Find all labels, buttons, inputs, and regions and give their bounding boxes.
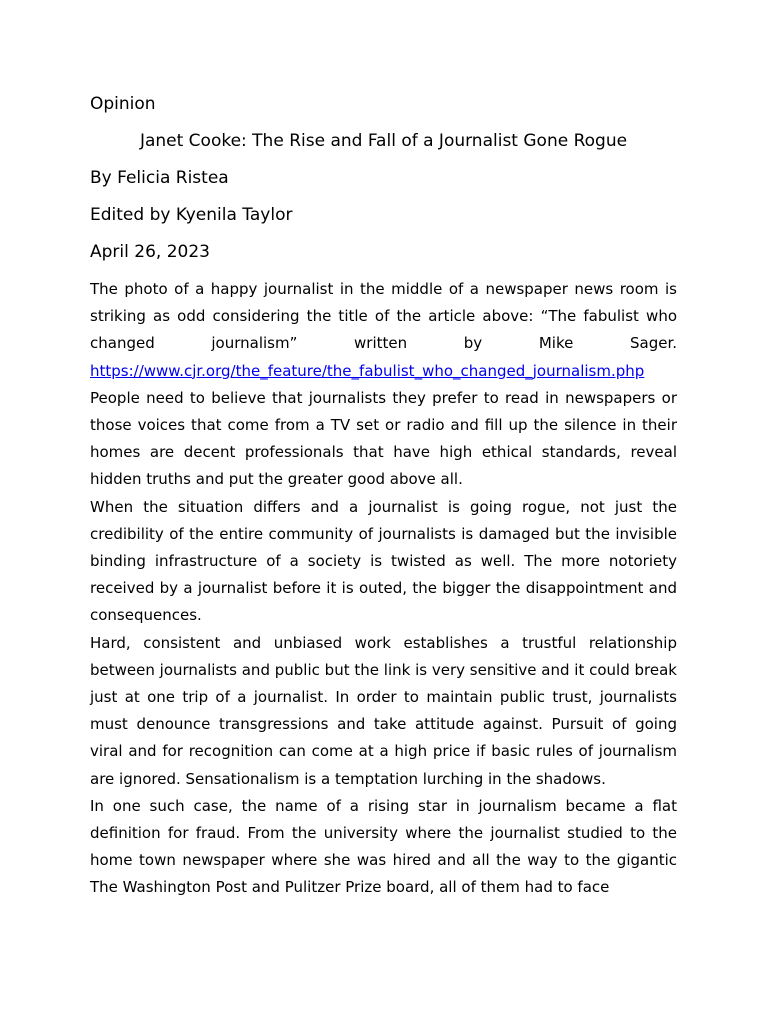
article-body [90, 276, 677, 902]
paragraph: People need to believe that journalists they prefer to read in newspapers or those voices that come from a TV set or radio and fill up the silence in their homes are decent professionals that have high ethical standards, reveal hidden truths and put the greater good above all. [90, 388, 677, 489]
article-title: Janet Cooke: The Rise and Fall of a Journalist Gone Rogue [139, 131, 628, 151]
paragraph: In one such case, the name of a rising star in journalism became a flat definition for fraud. From the university where the journalist studied to the home town newspaper where she was hired and all the way to the gigantic The Washington Post and Pulitzer Prize board, all of them had to face [90, 796, 677, 897]
section-label: Opinion [90, 94, 156, 114]
byline: By Felicia Ristea [90, 168, 229, 188]
paragraph: Hard, consistent and unbiased work establishes a trustful relationship between journalists and public but the link is very sensitive and it could break just at one trip of a journalist. In order to maintain public trust, journalists must denounce transgressions and take attitude against. Pursuit of going viral and for recognition can come at a high price if basic rules of journalism are ignored. Sensationalism is a temptation lurching in the shadows. [90, 633, 677, 788]
paragraph-intro-text: The photo of a happy journalist in the middle of a newspaper news room is striking as odd considering the title of the article above: “The fabulist who changed journalism” written by Mike Sager. [90, 280, 677, 353]
editor-credit: Edited by Kyenila Taylor [90, 205, 293, 225]
source-link[interactable]: https://www.cjr.org/the_feature/the_fabulist_who_changed_journalism.php [90, 361, 645, 380]
paragraph: When the situation differs and a journalist is going rogue, not just the credibility of the entire community of journalists is damaged but the invisible binding infrastructure of a society is twisted as well. The more notoriety received by a journalist before it is outed, the bigger the disappointment and consequences. [90, 497, 677, 625]
paragraph-intro [90, 276, 677, 385]
publish-date: April 26, 2023 [90, 242, 210, 262]
